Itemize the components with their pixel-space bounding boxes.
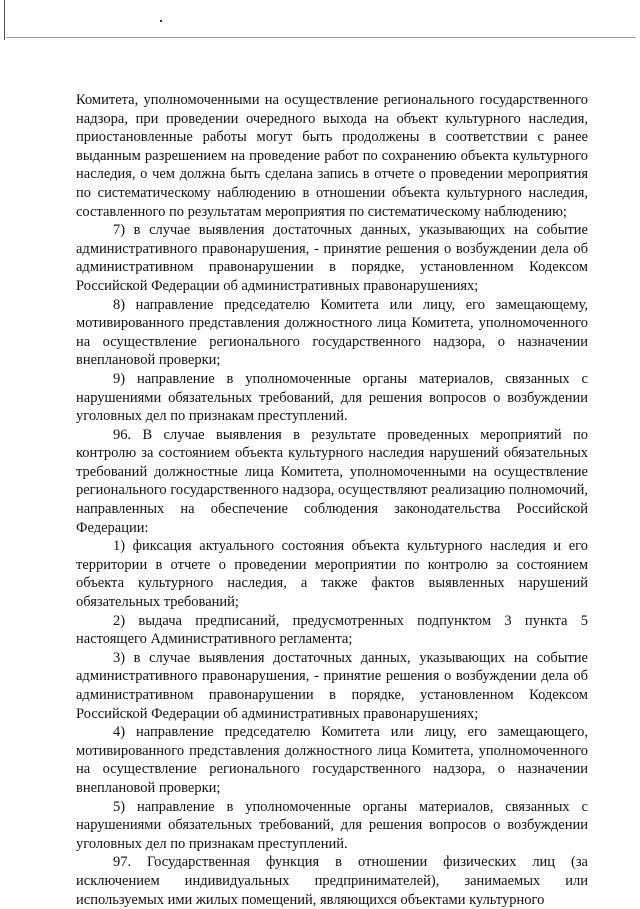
paragraph-item-4: 4) направление председателю Комитета или лицу, его замещающего, мотивированного представления должностного лица Комитета, уполномоченного на осуществление регионального государственного надзора, о назначении внеплановой проверки;: [76, 724, 588, 796]
paragraph-continuation: Комитета, уполномоченными на осуществление регионального государственного надзора, при проведении очередного выхода на объект культурного наследия, приостановленные работы могут быть продолжены в соответствии с ранее выданным разрешением на проведение работ по сохранению объекта культурного наследия, о чем должна быть сделана запись в отчете о проведении мероприятия по систематическому наблюдению в отношении объекта культурного наследия, составленного по результатам мероприятия по систематическому наблюдению;: [76, 92, 588, 220]
document-body: [76, 91, 588, 909]
paragraph-item-3: 3) в случае выявления достаточных данных, указывающих на событие административного правонарушения, - принятие решения о возбуждении дела об административном правонарушении в порядке, установленном Кодексом Российской Федерации об административных правонарушениях;: [76, 649, 588, 722]
paragraph-item-5: 5) направление в уполномоченные органы материалов, связанных с нарушениями обязательных требований, для решения вопросов о возбуждении уголовных дел по признакам преступлений.: [76, 798, 588, 852]
paragraph-item-7: 7) в случае выявления достаточных данных, указывающих на событие административного правонарушения, - принятие решения о возбуждении дела об административном правонарушении в порядке, установленном Кодексом Российской Федерации об административных правонарушениях;: [76, 222, 588, 294]
paragraph-item-2: 2) выдача предписаний, предусмотренных подпунктом 3 пункта 5 настоящего Административного регламента;: [76, 612, 588, 648]
scan-speck: [160, 20, 162, 22]
paragraph-section-97: 97. Государственная функция в отношении физических лиц (за исключением индивидуальных предпринимателей), занимаемых или используемых ими жилых помещений, являющихся объектами культурного: [76, 854, 588, 908]
scan-border-top: [6, 37, 636, 38]
paragraph-section-96: 96. В случае выявления в результате проведенных мероприятий по контролю за состоянием объекта культурного наследия нарушений обязательных требований должностные лица Комитета, уполномоченными на осуществление регионального государственного надзора, осуществляют реализацию полномочий, направленных на обеспечение соблюдения законодательства Российской Федерации:: [76, 426, 588, 536]
scan-border-left: [4, 0, 5, 40]
paragraph-item-8: 8) направление председателю Комитета или лицу, его замещающему, мотивированного представления должностного лица Комитета, уполномоченного на осуществление регионального государственного надзора, о назначении внеплановой проверки;: [76, 296, 588, 369]
paragraph-item-9: 9) направление в уполномоченные органы материалов, связанных с нарушениями обязательных требований, для решения вопросов о возбуждении уголовных дел по признакам преступлений.: [76, 370, 588, 425]
paragraph-item-1: 1) фиксация актуального состояния объекта культурного наследия и его территории в отчете о проведении мероприятии по контролю за состоянием объекта культурного наследия, а также фактов выявленных нарушений обязательных требований;: [76, 538, 588, 611]
